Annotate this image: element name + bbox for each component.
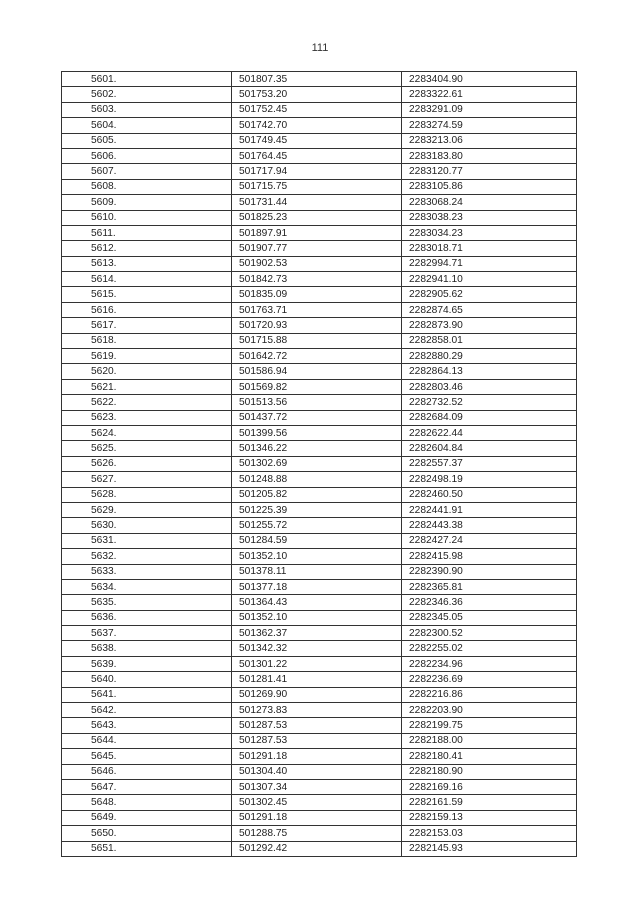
y-coordinate-cell: 2283291.09: [402, 102, 577, 117]
y-coordinate-cell: 2283120.77: [402, 164, 577, 179]
x-coordinate-cell: 501753.20: [232, 87, 402, 102]
x-coordinate-cell: 501342.32: [232, 641, 402, 656]
point-number-cell: 5623.: [62, 410, 232, 425]
table-row: [62, 641, 577, 656]
x-coordinate-cell: 501731.44: [232, 195, 402, 210]
y-coordinate-cell: 2282346.36: [402, 595, 577, 610]
point-number-cell: 5651.: [62, 841, 232, 856]
y-coordinate-cell: 2282234.96: [402, 656, 577, 671]
point-number-cell: 5648.: [62, 795, 232, 810]
table-row: [62, 164, 577, 179]
y-coordinate-cell: 2282415.98: [402, 549, 577, 564]
point-number-cell: 5620.: [62, 364, 232, 379]
y-coordinate-cell: 2282557.37: [402, 456, 577, 471]
x-coordinate-cell: 501291.18: [232, 749, 402, 764]
x-coordinate-cell: 501749.45: [232, 133, 402, 148]
table-row: [62, 810, 577, 825]
x-coordinate-cell: 501907.77: [232, 241, 402, 256]
point-number-cell: 5638.: [62, 641, 232, 656]
table-row: [62, 410, 577, 425]
x-coordinate-cell: 501897.91: [232, 225, 402, 240]
table-row: [62, 703, 577, 718]
table-row: [62, 718, 577, 733]
point-number-cell: 5632.: [62, 549, 232, 564]
x-coordinate-cell: 501255.72: [232, 518, 402, 533]
table-row: [62, 764, 577, 779]
x-coordinate-cell: 501586.94: [232, 364, 402, 379]
point-number-cell: 5637.: [62, 626, 232, 641]
x-coordinate-cell: 501842.73: [232, 272, 402, 287]
table-row: [62, 672, 577, 687]
x-coordinate-cell: 501287.53: [232, 733, 402, 748]
table-row: [62, 364, 577, 379]
table-row: [62, 749, 577, 764]
x-coordinate-cell: 501288.75: [232, 826, 402, 841]
x-coordinate-cell: 501569.82: [232, 379, 402, 394]
x-coordinate-cell: 501301.22: [232, 656, 402, 671]
point-number-cell: 5606.: [62, 148, 232, 163]
point-number-cell: 5607.: [62, 164, 232, 179]
point-number-cell: 5622.: [62, 395, 232, 410]
point-number-cell: 5635.: [62, 595, 232, 610]
table-row: [62, 533, 577, 548]
x-coordinate-cell: 501720.93: [232, 318, 402, 333]
point-number-cell: 5619.: [62, 349, 232, 364]
table-row: [62, 72, 577, 87]
y-coordinate-cell: 2283034.23: [402, 225, 577, 240]
y-coordinate-cell: 2283183.80: [402, 148, 577, 163]
x-coordinate-cell: 501364.43: [232, 595, 402, 610]
y-coordinate-cell: 2282145.93: [402, 841, 577, 856]
point-number-cell: 5630.: [62, 518, 232, 533]
x-coordinate-cell: 501715.75: [232, 179, 402, 194]
x-coordinate-cell: 501248.88: [232, 472, 402, 487]
y-coordinate-cell: 2282803.46: [402, 379, 577, 394]
x-coordinate-cell: 501763.71: [232, 302, 402, 317]
point-number-cell: 5618.: [62, 333, 232, 348]
x-coordinate-cell: 501307.34: [232, 779, 402, 794]
y-coordinate-cell: 2282684.09: [402, 410, 577, 425]
point-number-cell: 5625.: [62, 441, 232, 456]
point-number-cell: 5601.: [62, 72, 232, 87]
table-row: [62, 610, 577, 625]
table-row: [62, 87, 577, 102]
point-number-cell: 5634.: [62, 579, 232, 594]
point-number-cell: 5640.: [62, 672, 232, 687]
y-coordinate-cell: 2282604.84: [402, 441, 577, 456]
x-coordinate-cell: 501642.72: [232, 349, 402, 364]
x-coordinate-cell: 501835.09: [232, 287, 402, 302]
table-row: [62, 826, 577, 841]
x-coordinate-cell: 501752.45: [232, 102, 402, 117]
table-row: [62, 333, 577, 348]
y-coordinate-cell: 2282460.50: [402, 487, 577, 502]
table-row: [62, 656, 577, 671]
point-number-cell: 5633.: [62, 564, 232, 579]
table-row: [62, 225, 577, 240]
coordinates-table-body: [62, 72, 577, 857]
table-row: [62, 687, 577, 702]
table-row: [62, 118, 577, 133]
table-row: [62, 102, 577, 117]
x-coordinate-cell: 501346.22: [232, 441, 402, 456]
x-coordinate-cell: 501287.53: [232, 718, 402, 733]
table-row: [62, 379, 577, 394]
y-coordinate-cell: 2282941.10: [402, 272, 577, 287]
x-coordinate-cell: 501362.37: [232, 626, 402, 641]
y-coordinate-cell: 2282365.81: [402, 579, 577, 594]
table-row: [62, 472, 577, 487]
point-number-cell: 5641.: [62, 687, 232, 702]
table-row: [62, 302, 577, 317]
y-coordinate-cell: 2282300.52: [402, 626, 577, 641]
table-row: [62, 425, 577, 440]
y-coordinate-cell: 2282905.62: [402, 287, 577, 302]
x-coordinate-cell: 501284.59: [232, 533, 402, 548]
table-row: [62, 287, 577, 302]
point-number-cell: 5624.: [62, 425, 232, 440]
page-number: 111: [311, 42, 329, 54]
point-number-cell: 5615.: [62, 287, 232, 302]
point-number-cell: 5609.: [62, 195, 232, 210]
y-coordinate-cell: 2282622.44: [402, 425, 577, 440]
point-number-cell: 5603.: [62, 102, 232, 117]
x-coordinate-cell: 501281.41: [232, 672, 402, 687]
point-number-cell: 5614.: [62, 272, 232, 287]
y-coordinate-cell: 2282153.03: [402, 826, 577, 841]
table-row: [62, 256, 577, 271]
y-coordinate-cell: 2282441.91: [402, 502, 577, 517]
point-number-cell: 5617.: [62, 318, 232, 333]
table-row: [62, 564, 577, 579]
y-coordinate-cell: 2283274.59: [402, 118, 577, 133]
table-row: [62, 795, 577, 810]
table-row: [62, 579, 577, 594]
y-coordinate-cell: 2282180.41: [402, 749, 577, 764]
y-coordinate-cell: 2282159.13: [402, 810, 577, 825]
y-coordinate-cell: 2282873.90: [402, 318, 577, 333]
x-coordinate-cell: 501352.10: [232, 549, 402, 564]
table-row: [62, 595, 577, 610]
x-coordinate-cell: 501377.18: [232, 579, 402, 594]
point-number-cell: 5636.: [62, 610, 232, 625]
y-coordinate-cell: 2282498.19: [402, 472, 577, 487]
x-coordinate-cell: 501717.94: [232, 164, 402, 179]
point-number-cell: 5605.: [62, 133, 232, 148]
point-number-cell: 5613.: [62, 256, 232, 271]
point-number-cell: 5643.: [62, 718, 232, 733]
y-coordinate-cell: 2282203.90: [402, 703, 577, 718]
x-coordinate-cell: 501399.56: [232, 425, 402, 440]
y-coordinate-cell: 2282858.01: [402, 333, 577, 348]
y-coordinate-cell: 2282255.02: [402, 641, 577, 656]
y-coordinate-cell: 2282216.86: [402, 687, 577, 702]
y-coordinate-cell: 2282169.16: [402, 779, 577, 794]
table-row: [62, 841, 577, 856]
point-number-cell: 5602.: [62, 87, 232, 102]
table-row: [62, 318, 577, 333]
point-number-cell: 5616.: [62, 302, 232, 317]
x-coordinate-cell: 501513.56: [232, 395, 402, 410]
y-coordinate-cell: 2283404.90: [402, 72, 577, 87]
y-coordinate-cell: 2282880.29: [402, 349, 577, 364]
x-coordinate-cell: 501715.88: [232, 333, 402, 348]
point-number-cell: 5631.: [62, 533, 232, 548]
x-coordinate-cell: 501742.70: [232, 118, 402, 133]
x-coordinate-cell: 501225.39: [232, 502, 402, 517]
point-number-cell: 5621.: [62, 379, 232, 394]
point-number-cell: 5644.: [62, 733, 232, 748]
x-coordinate-cell: 501352.10: [232, 610, 402, 625]
table-row: [62, 133, 577, 148]
y-coordinate-cell: 2283068.24: [402, 195, 577, 210]
table-row: [62, 195, 577, 210]
point-number-cell: 5645.: [62, 749, 232, 764]
y-coordinate-cell: 2283038.23: [402, 210, 577, 225]
point-number-cell: 5629.: [62, 502, 232, 517]
table-row: [62, 502, 577, 517]
point-number-cell: 5608.: [62, 179, 232, 194]
x-coordinate-cell: 501764.45: [232, 148, 402, 163]
table-row: [62, 549, 577, 564]
table-row: [62, 395, 577, 410]
table-row: [62, 272, 577, 287]
y-coordinate-cell: 2282180.90: [402, 764, 577, 779]
point-number-cell: 5604.: [62, 118, 232, 133]
table-row: [62, 518, 577, 533]
y-coordinate-cell: 2282199.75: [402, 718, 577, 733]
table-row: [62, 456, 577, 471]
y-coordinate-cell: 2282874.65: [402, 302, 577, 317]
point-number-cell: 5628.: [62, 487, 232, 502]
x-coordinate-cell: 501304.40: [232, 764, 402, 779]
y-coordinate-cell: 2282864.13: [402, 364, 577, 379]
point-number-cell: 5610.: [62, 210, 232, 225]
y-coordinate-cell: 2282732.52: [402, 395, 577, 410]
x-coordinate-cell: 501302.69: [232, 456, 402, 471]
coordinates-table: [61, 71, 577, 857]
table-row: [62, 179, 577, 194]
point-number-cell: 5646.: [62, 764, 232, 779]
point-number-cell: 5626.: [62, 456, 232, 471]
y-coordinate-cell: 2282427.24: [402, 533, 577, 548]
point-number-cell: 5649.: [62, 810, 232, 825]
table-row: [62, 210, 577, 225]
y-coordinate-cell: 2282994.71: [402, 256, 577, 271]
table-row: [62, 241, 577, 256]
point-number-cell: 5627.: [62, 472, 232, 487]
x-coordinate-cell: 501269.90: [232, 687, 402, 702]
x-coordinate-cell: 501302.45: [232, 795, 402, 810]
point-number-cell: 5612.: [62, 241, 232, 256]
x-coordinate-cell: 501902.53: [232, 256, 402, 271]
table-row: [62, 349, 577, 364]
x-coordinate-cell: 501273.83: [232, 703, 402, 718]
table-row: [62, 487, 577, 502]
y-coordinate-cell: 2283213.06: [402, 133, 577, 148]
table-row: [62, 733, 577, 748]
point-number-cell: 5611.: [62, 225, 232, 240]
x-coordinate-cell: 501825.23: [232, 210, 402, 225]
y-coordinate-cell: 2283018.71: [402, 241, 577, 256]
point-number-cell: 5650.: [62, 826, 232, 841]
x-coordinate-cell: 501378.11: [232, 564, 402, 579]
y-coordinate-cell: 2282443.38: [402, 518, 577, 533]
table-row: [62, 148, 577, 163]
x-coordinate-cell: 501292.42: [232, 841, 402, 856]
point-number-cell: 5647.: [62, 779, 232, 794]
point-number-cell: 5639.: [62, 656, 232, 671]
y-coordinate-cell: 2282236.69: [402, 672, 577, 687]
table-row: [62, 779, 577, 794]
y-coordinate-cell: 2282161.59: [402, 795, 577, 810]
x-coordinate-cell: 501437.72: [232, 410, 402, 425]
x-coordinate-cell: 501291.18: [232, 810, 402, 825]
y-coordinate-cell: 2282390.90: [402, 564, 577, 579]
x-coordinate-cell: 501807.35: [232, 72, 402, 87]
y-coordinate-cell: 2282188.00: [402, 733, 577, 748]
point-number-cell: 5642.: [62, 703, 232, 718]
x-coordinate-cell: 501205.82: [232, 487, 402, 502]
table-row: [62, 441, 577, 456]
table-row: [62, 626, 577, 641]
y-coordinate-cell: 2282345.05: [402, 610, 577, 625]
y-coordinate-cell: 2283105.86: [402, 179, 577, 194]
y-coordinate-cell: 2283322.61: [402, 87, 577, 102]
